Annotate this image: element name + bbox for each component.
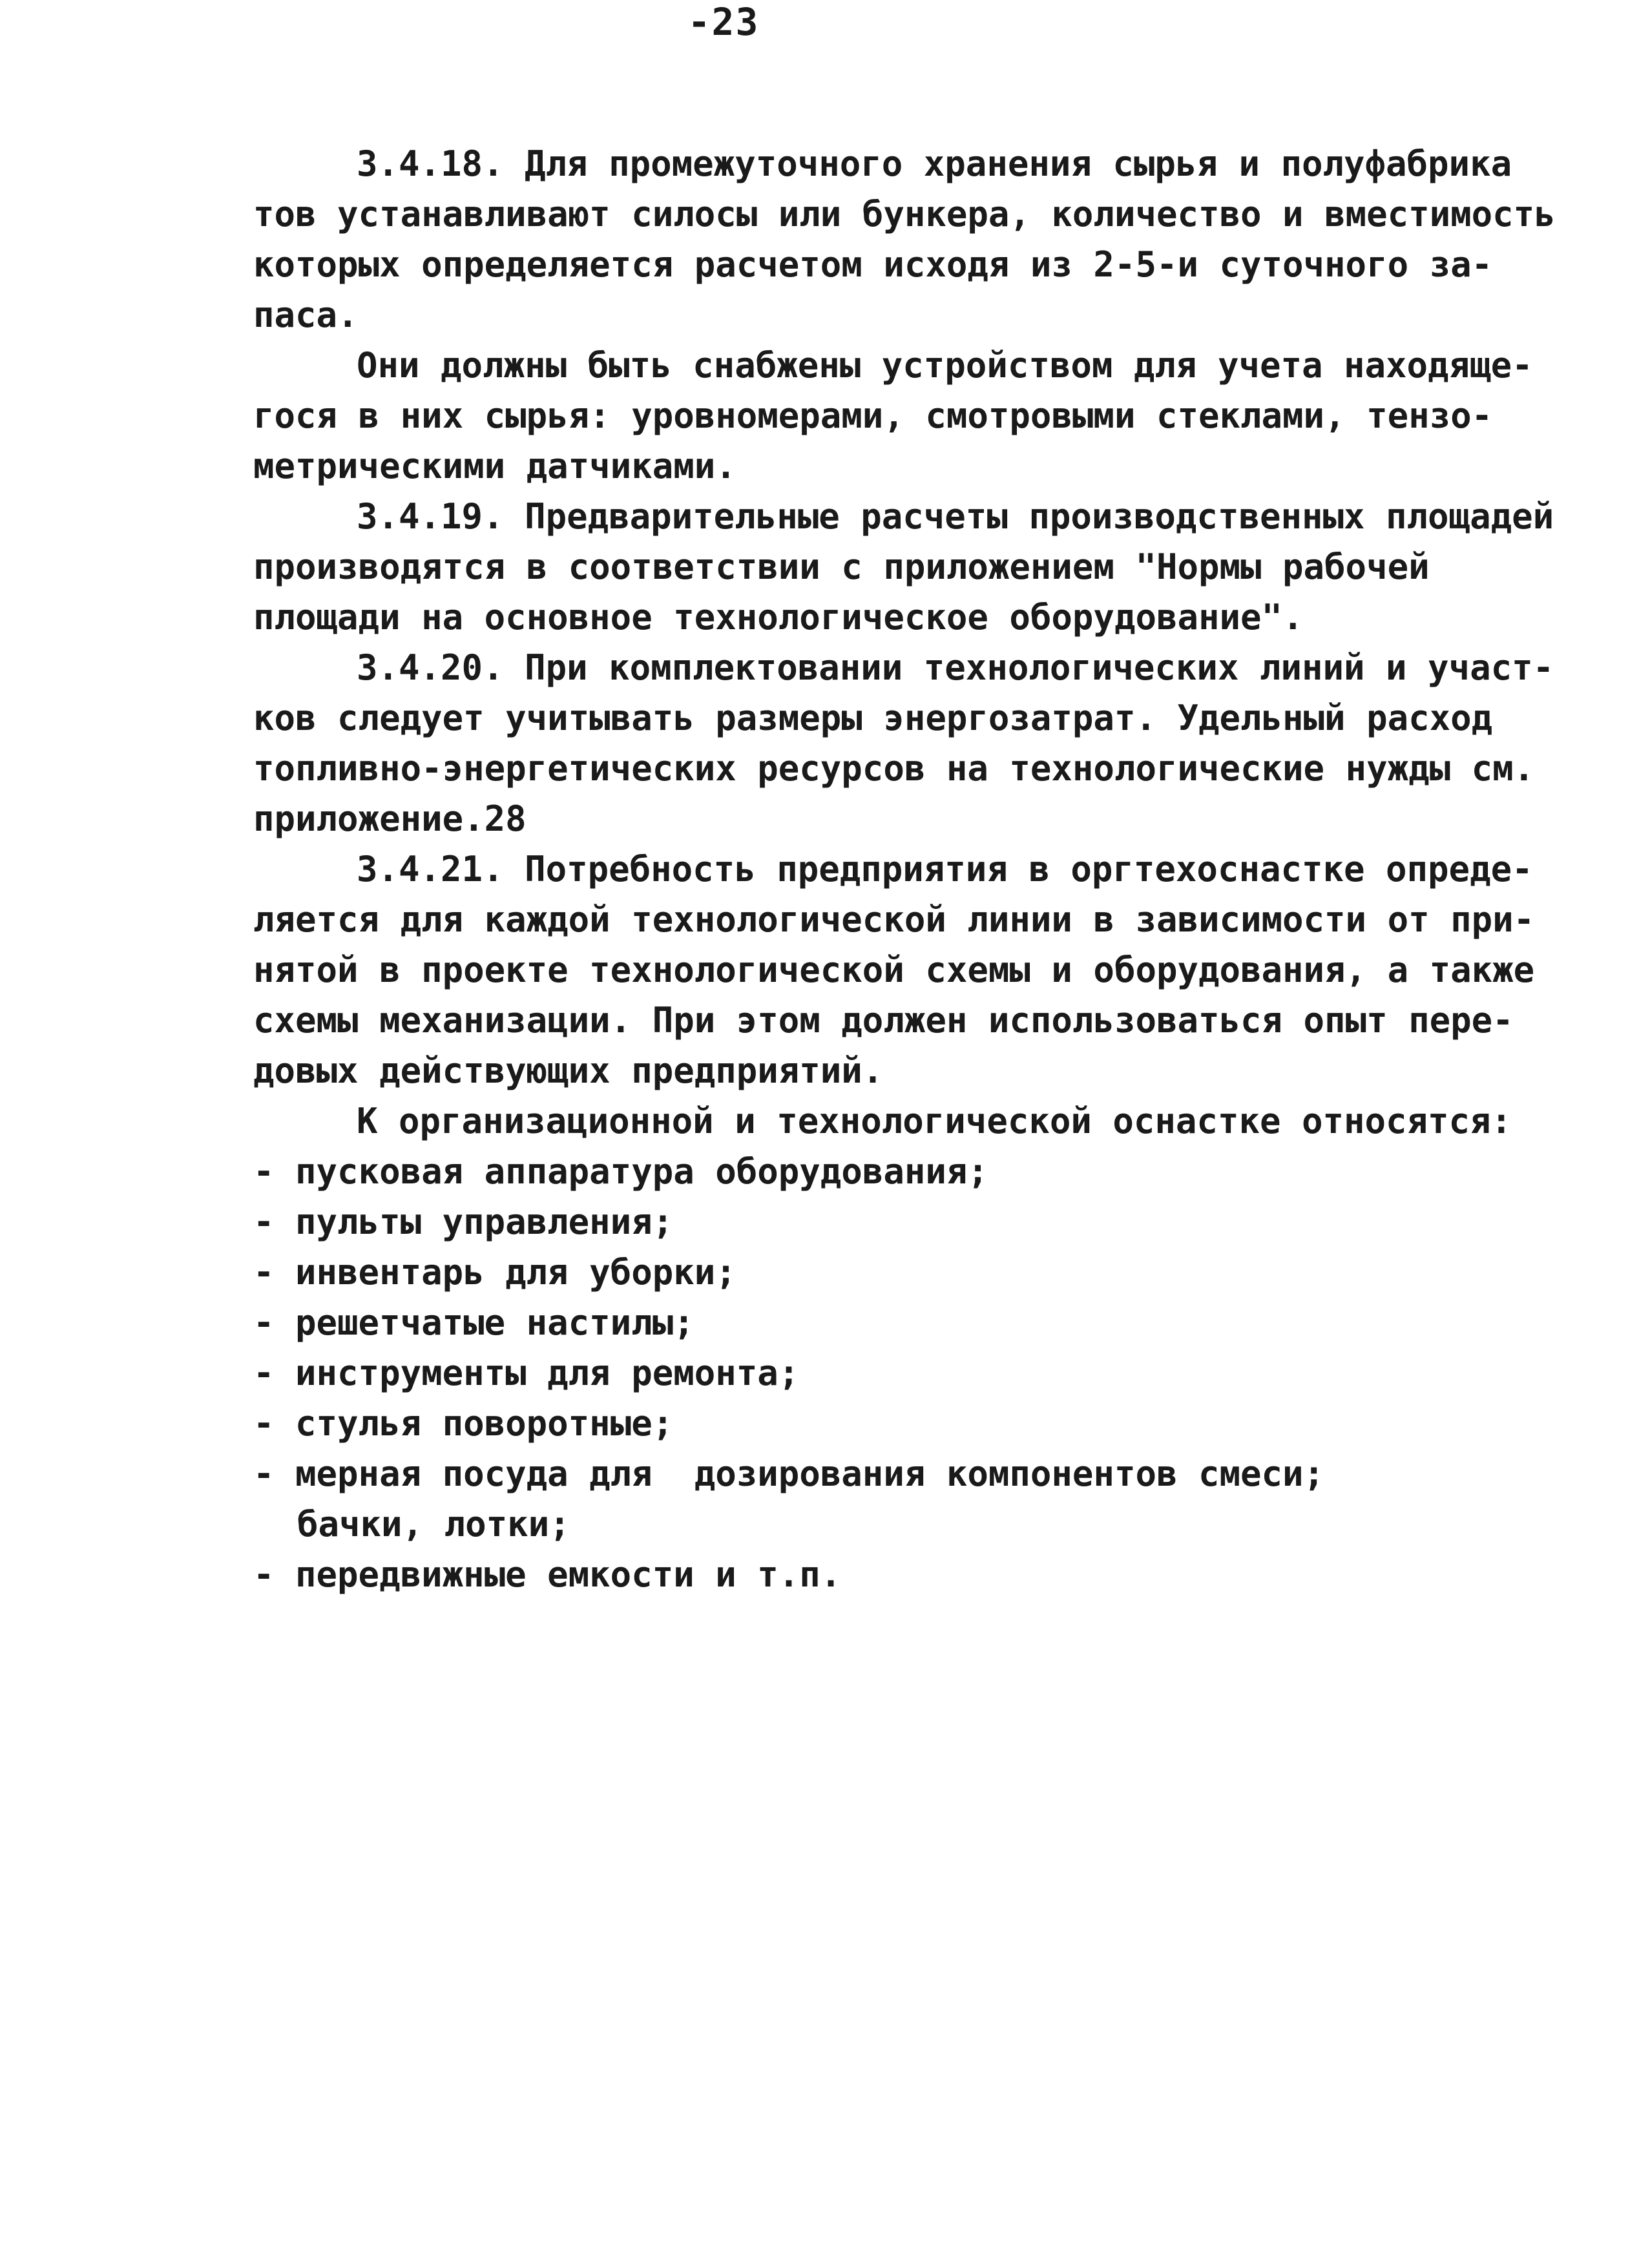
text-line: паса. [253, 295, 359, 335]
list-item-continuation: бачки, лотки; [297, 1504, 570, 1545]
paragraph-3-4-20 [253, 643, 1554, 844]
text-line: площади на основное технологическое оборудование". [253, 597, 1304, 638]
list-item: - инвентарь для уборки; [253, 1252, 736, 1293]
text-line: довых действующих предприятий. [253, 1050, 884, 1091]
paragraph-3-4-19 [253, 492, 1554, 643]
text-line: гося в них сырья: уровномерами, смотровыми стеклами, тензо- [253, 395, 1493, 436]
text-line: схемы механизации. При этом должен использоваться опыт пере- [253, 1000, 1514, 1041]
page-number: -23 [687, 0, 760, 44]
list-item: - инструменты для ремонта; [253, 1353, 800, 1393]
text-line: ков следует учитывать размеры энергозатрат. Удельный расход [253, 698, 1493, 738]
list-item: - пульты управления; [253, 1202, 674, 1242]
paragraph-storage-devices [253, 340, 1533, 492]
text-line: Они должны быть снабжены устройством для учета находяще- [357, 345, 1533, 386]
list-item: - передвижные емкости и т.п. [253, 1554, 842, 1595]
text-line: которых определяется расчетом исходя из 2-5-и суточного за- [253, 244, 1493, 285]
text-line: приложение.28 [253, 798, 527, 839]
paragraph-3-4-18 [253, 139, 1556, 340]
text-line: нятой в проекте технологической схемы и оборудования, а также [253, 950, 1535, 990]
text-line: 3.4.21. Потребность предприятия в оргтехоснастке опреде- [357, 849, 1533, 890]
text-line: 3.4.20. При комплектовании технологических линий и участ- [357, 647, 1554, 688]
text-line: производятся в соответствии с приложением "Нормы рабочей [253, 546, 1430, 587]
list-item: - мерная посуда для дозирования компонентов смеси; [253, 1453, 1325, 1494]
text-line: метрическими датчиками. [253, 446, 736, 486]
text-line: топливно-энергетических ресурсов на технологические нужды см. [253, 748, 1535, 789]
list-intro: К организационной и технологической оснастке относятся: [357, 1101, 1512, 1141]
paragraph-3-4-21 [253, 844, 1535, 1096]
text-line: ляется для каждой технологической линии в зависимости от при- [253, 899, 1535, 940]
document-body [253, 139, 1556, 1600]
list-item: - стулья поворотные; [253, 1403, 674, 1444]
equipment-list [253, 1147, 1513, 1600]
list-item: - решетчатые настилы; [253, 1302, 694, 1343]
text-line: 3.4.18. Для промежуточного хранения сырья и полуфабрика [357, 143, 1512, 184]
list-item: - пусковая аппаратура оборудования; [253, 1151, 988, 1192]
text-line: 3.4.19. Предварительные расчеты производственных площадей [357, 496, 1554, 537]
text-line: тов устанавливают силосы или бункера, количество и вместимость [253, 194, 1556, 234]
